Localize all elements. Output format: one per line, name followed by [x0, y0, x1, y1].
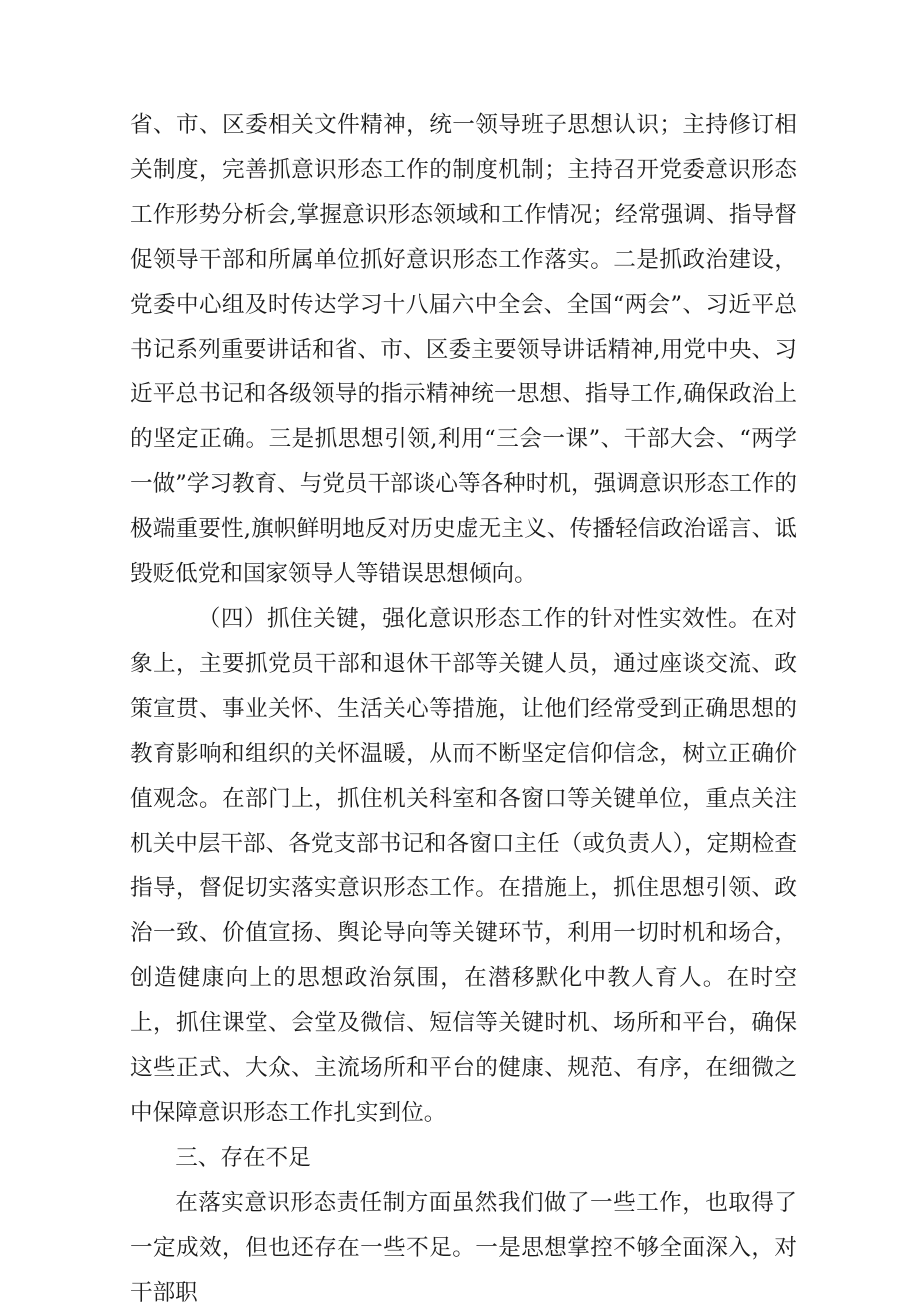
- paragraph-section-four: （四）抓住关键，强化意识形态工作的针对性实效性。在对象上，主要抓党员干部和退休干部等关键人员，通过座谈交流、政策宣贯、事业关怀、生活关心等措施，让他们经常受到正确思想的教育影响和组织的关怀温暖，从而不断坚定信仰信念，树立正确价值观念。在部门上，抓住机关科室和各窗口等关键单位，重点关注机关中层干部、各党支部书记和各窗口主任（或负责人），定期检查指导，督促切实落实意识形态工作。在措施上，抓住思想引领、政治一致、价值宣扬、舆论导向等关键环节，利用一切时机和场合，创造健康向上的思想政治氛围，在潜移默化中教人育人。在时空上，抓住课堂、会堂及微信、短信等关键时机、场所和平台，确保这些正式、大众、主流场所和平台的健康、规范、有序，在细微之中保障意识形态工作扎实到位。: [130, 605, 797, 1126]
- body-text: [130, 103, 797, 1315]
- section-heading: 三、存在不足: [175, 1144, 311, 1171]
- paragraph-continuation: 省、市、区委相关文件精神，统一领导班子思想认识；主持修订相关制度，完善抓意识形态工作的制度机制；主持召开党委意识形态工作形势分析会,掌握意识形态领域和工作情况；经常强调、指导督促领导干部和所属单位抓好意识形态工作落实。二是抓政治建设，党委中心组及时传达学习十八届六中全会、全国“两会”、习近平总书记系列重要讲话和省、市、区委主要领导讲话精神,用党中央、习近平总书记和各级领导的指示精神统一思想、指导工作,确保政治上的坚定正确。三是抓思想引领,利用“三会一课”、干部大会、“两学一做”学习教育、与党员干部谈心等各种时机，强调意识形态工作的极端重要性,旗帜鲜明地反对历史虚无主义、传播轻信政治谣言、诋毁贬低党和国家领导人等错误思想倾向。: [130, 112, 797, 588]
- paragraph-shortcomings: 在落实意识形态责任制方面虽然我们做了一些工作，也取得了一定成效，但也还存在一些不足。一是思想掌控不够全面深入，对干部职: [130, 1189, 797, 1306]
